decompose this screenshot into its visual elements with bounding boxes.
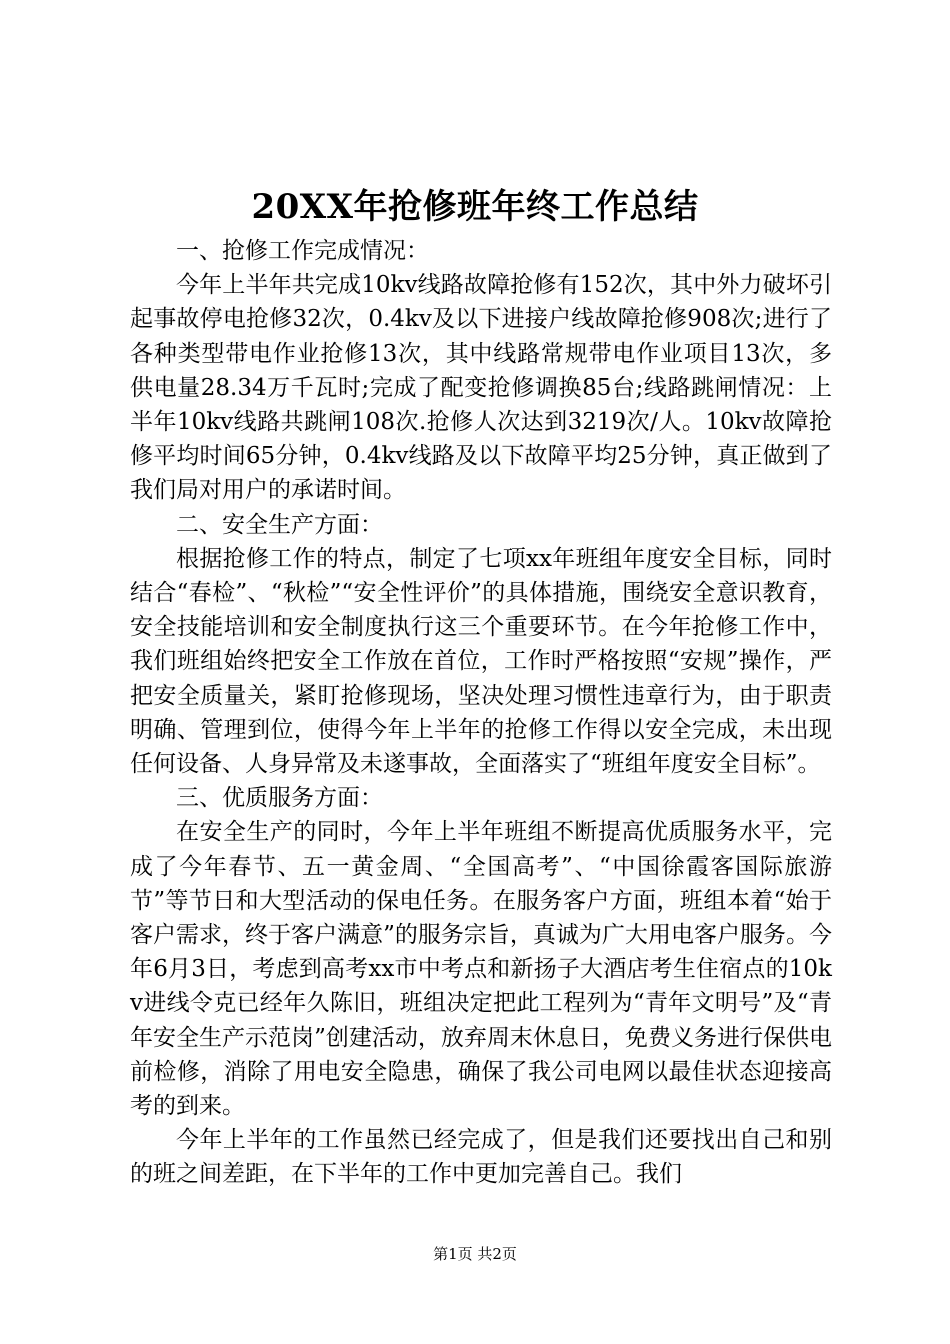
body-paragraph: 根据抢修工作的特点，制定了七项xx年班组年度安全目标，同时结合“春检”、“秋检”“安全性评价”的具体措施，围绕安全意识教育，安全技能培训和安全制度执行这三个重要环节。在今年抢修工作中，我们班组始终把安全工作放在首位，工作时严格按照“安规”操作，严把安全质量关，紧盯抢修现场，坚决处理习惯性违章行为，由于职责明确、管理到位，使得今年上半年的抢修工作得以安全完成，未出现任何设备、人身异常及未遂事故，全面落实了“班组年度安全目标”。 [130, 545, 832, 778]
document-title: 20XX年抢修班年终工作总结 [251, 187, 699, 227]
section-heading-service: 三、优质服务方面： [176, 785, 383, 812]
section-heading-safety: 二、安全生产方面： [176, 511, 383, 538]
body-paragraph: 今年上半年的工作虽然已经完成了，但是我们还要找出自己和别的班之间差距，在下半年的工作中更加完善自己。我们 [130, 1127, 832, 1188]
document-body [130, 234, 832, 1192]
section-heading-repair-work: 一、抢修工作完成情况： [176, 238, 429, 264]
body-paragraph: 今年上半年共完成10kv线路故障抢修有152次，其中外力破坏引起事故停电抢修32次，0.4kv及以下进接户线故障抢修908次;进行了各种类型带电作业抢修13次，其中线路常规带电作业项目13次，多供电量28.34万千瓦时;完成了配变抢修调换85台;线路跳闸情况：上半年10kv线路共跳闸108次.抢修人次达到3219次/人。10kv故障抢修平均时间65分钟，0.4kv线路及以下故障平均25分钟，真正做到了我们局对用户的承诺时间。 [130, 272, 832, 504]
page-number-footer: 第1页 共2页 [433, 1245, 517, 1263]
body-paragraph: 在安全生产的同时，今年上半年班组不断提高优质服务水平，完成了今年春节、五一黄金周、“全国高考”、“中国徐霞客国际旅游节”等节日和大型活动的保电任务。在服务客户方面，班组本着“始于客户需求，终于客户满意”的服务宗旨，真诚为广大用电客户服务。今年6月3日，考虑到高考xx市中考点和新扬子大酒店考生住宿点的10kv进线令克已经年久陈旧，班组决定把此工程列为“青年文明号”及“青年安全生产示范岗”创建活动，放弃周末休息日，免费义务进行保供电前检修，消除了用电安全隐患，确保了我公司电网以最佳状态迎接高考的到来。 [130, 819, 832, 1120]
